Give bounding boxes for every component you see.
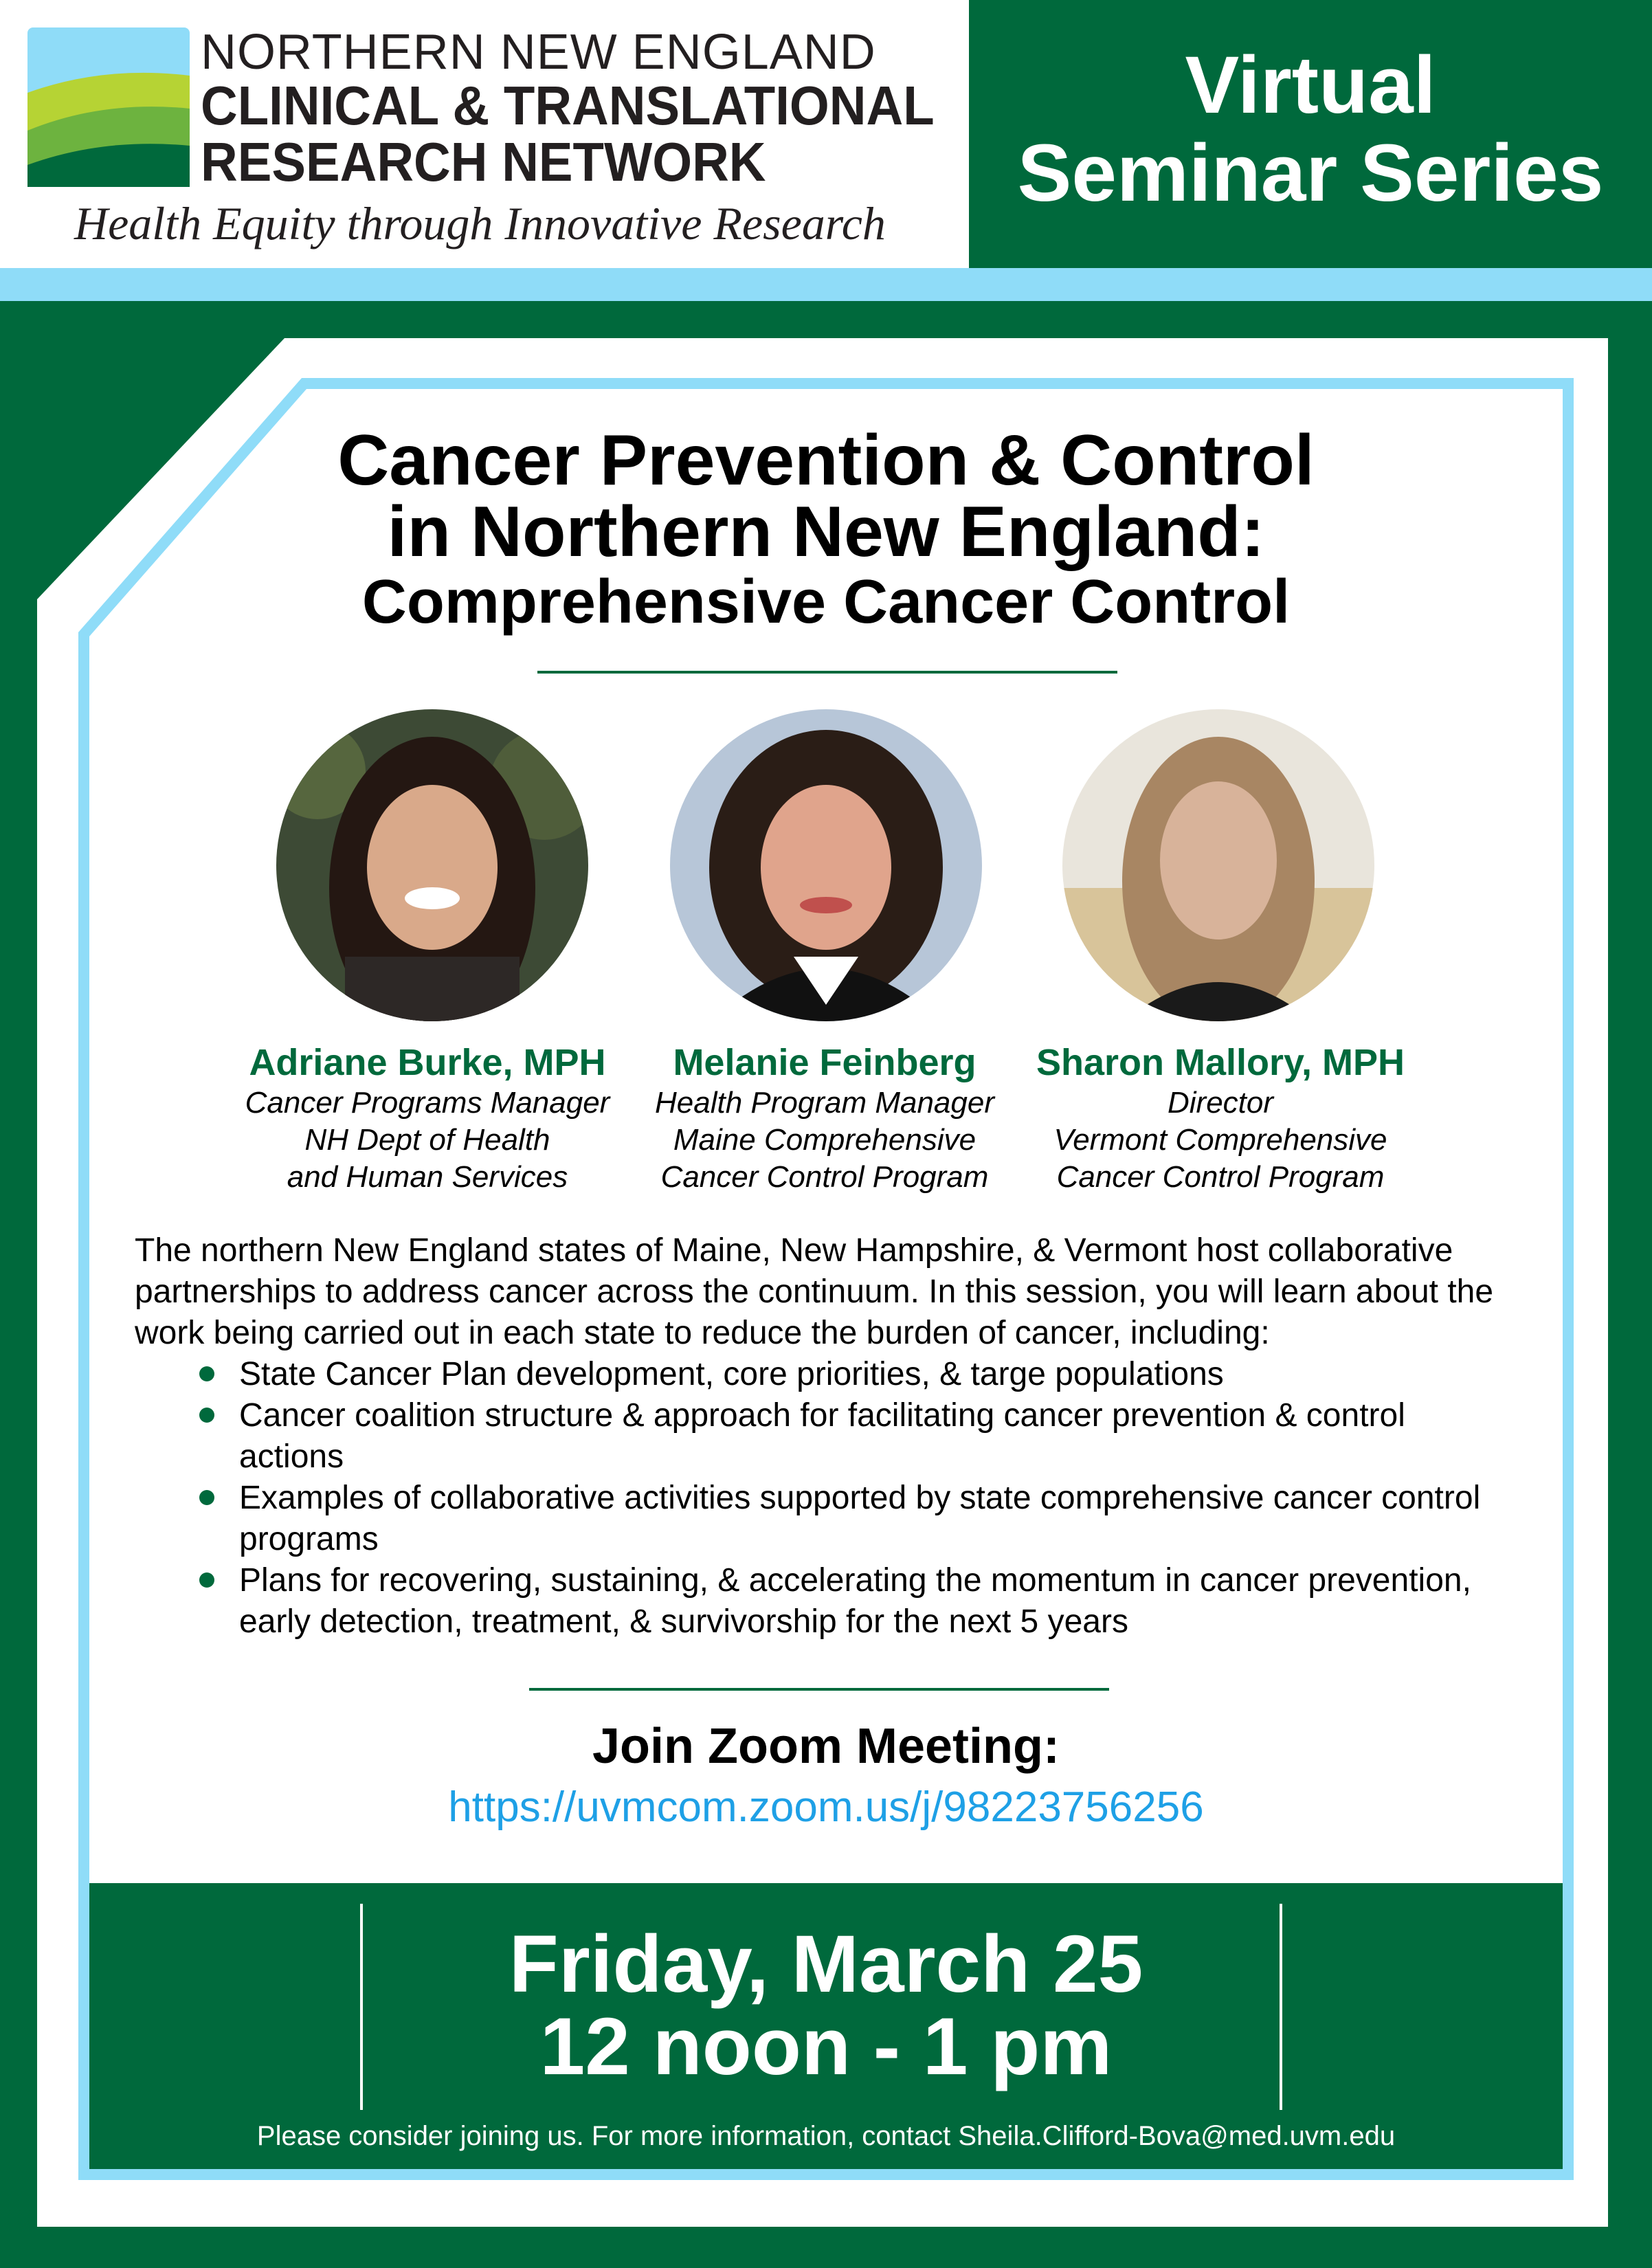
- speaker-role: and Human Services: [287, 1160, 568, 1194]
- event-time: 12 noon - 1 pm: [539, 2001, 1113, 2092]
- topic-text: Plans for recovering, sustaining, & accelerating the momentum in cancer prevention, early detection, treatment, & survivorship for the next 5 years: [239, 1562, 1471, 1640]
- session-description: The northern New England states of Maine, New Hampshire, & Vermont host collaborative partnerships to address cancer across the continuum. In this session, you will learn about the work being carried out in each state to reduce the burden of cancer, including:: [135, 1232, 1494, 1351]
- zoom-divider: [529, 1688, 1109, 1691]
- network-logo-icon: [27, 27, 190, 187]
- org-name-line1: NORTHERN NEW ENGLAND: [201, 25, 876, 80]
- speaker-role: Health Program Manager: [654, 1086, 994, 1120]
- speaker-role: Director: [1167, 1086, 1274, 1120]
- bullet-dot-icon: [199, 1490, 214, 1505]
- zoom-meeting-link[interactable]: https://uvmcom.zoom.us/j/98223756256: [448, 1783, 1204, 1831]
- org-name-line2: CLINICAL & TRANSLATIONAL: [201, 75, 935, 136]
- contact-note: Please consider joining us. For more information, contact Sheila.Clifford-Bova@med.uvm.edu: [256, 2121, 1396, 2151]
- header-stripe: [0, 268, 1652, 301]
- series-title: [969, 41, 1652, 217]
- speaker-photo-melanie-feinberg: [670, 709, 982, 1021]
- org-name-line3: RESEARCH NETWORK: [201, 131, 766, 192]
- zoom-label: Join Zoom Meeting:: [592, 1719, 1060, 1774]
- topic-item: [135, 1354, 1509, 1395]
- speaker-name: Sharon Mallory, MPH: [1036, 1042, 1405, 1083]
- series-banner: [969, 0, 1652, 268]
- speaker-role: Cancer Control Program: [1056, 1160, 1385, 1194]
- speaker-photo-adriane-burke: [276, 709, 588, 1021]
- topic-list: [135, 1354, 1509, 1643]
- bullet-dot-icon: [199, 1366, 214, 1381]
- title-line3: Comprehensive Cancer Control: [361, 568, 1291, 636]
- speaker-melanie-feinberg: [625, 1041, 1024, 1196]
- bullet-dot-icon: [199, 1572, 214, 1588]
- series-title-line1: Virtual: [1185, 40, 1436, 131]
- speaker-name: Adriane Burke, MPH: [249, 1042, 606, 1083]
- event-date: Friday, March 25: [509, 1919, 1143, 2010]
- speaker-role: Cancer Programs Manager: [245, 1086, 610, 1120]
- event-title: [0, 421, 1652, 636]
- topic-text: Examples of collaborative activities supported by state comprehensive cancer control programs: [239, 1480, 1481, 1557]
- topic-text: State Cancer Plan development, core priorities, & targe populations: [239, 1356, 1224, 1392]
- title-divider: [537, 671, 1117, 674]
- speaker-role: Vermont Comprehensive: [1053, 1123, 1387, 1157]
- speaker-photo-sharon-mallory: [1062, 709, 1374, 1021]
- series-title-line2: Seminar Series: [1017, 128, 1604, 219]
- topic-item: [135, 1478, 1509, 1560]
- bullet-dot-icon: [199, 1408, 214, 1423]
- speaker-name: Melanie Feinberg: [673, 1042, 976, 1083]
- speaker-adriane-burke: [228, 1041, 627, 1196]
- topic-item: [135, 1395, 1509, 1478]
- topic-item: [135, 1560, 1509, 1643]
- tagline: Health Equity through Innovative Research: [74, 197, 886, 249]
- speaker-sharon-mallory: [1021, 1041, 1420, 1196]
- title-line2: in Northern New England:: [387, 492, 1265, 572]
- title-line1: Cancer Prevention & Control: [337, 421, 1315, 500]
- topic-text: Cancer coalition structure & approach for facilitating cancer prevention & control actions: [239, 1397, 1405, 1475]
- speaker-role: Maine Comprehensive: [673, 1123, 976, 1157]
- speaker-role: Cancer Control Program: [660, 1160, 989, 1194]
- speaker-role: NH Dept of Health: [304, 1123, 550, 1157]
